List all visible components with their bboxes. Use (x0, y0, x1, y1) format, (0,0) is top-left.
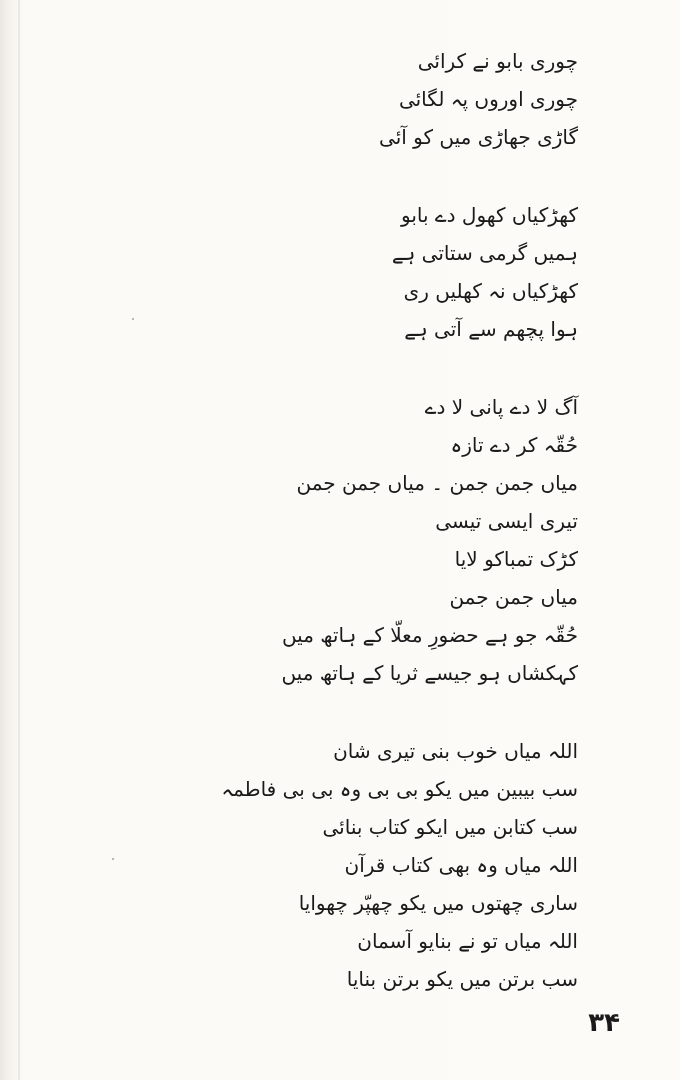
poem (138, 42, 578, 998)
page-number: ۳۴ (588, 1008, 620, 1038)
poem-line: کھڑکیاں نہ کھلیں ری (403, 279, 578, 303)
paper-speck (132, 318, 134, 320)
poem-line: چوری بابو نے کرائی (417, 49, 578, 73)
poem-line: کہکشاں ہو جیسے ثریا کے ہاتھ میں (281, 661, 578, 685)
poem-line: سب کتابن میں ایکو کتاب بنائی (322, 815, 578, 839)
poem-line: تیری ایسی تیسی (435, 509, 578, 533)
paper-speck (112, 858, 114, 860)
poem-line: ہوا پچھم سے آتی ہے (404, 317, 578, 341)
poem-line: اللہ میاں خوب بنی تیری شان (333, 739, 578, 763)
poem-line: کھڑکیاں کھول دے بابو (401, 203, 578, 227)
page-gutter (18, 0, 20, 1080)
poem-line: گاڑی جھاڑی میں کو آئی (379, 125, 578, 149)
poem-line: ہمیں گرمی ستاتی ہے (391, 241, 578, 265)
poem-line: اللہ میاں تو نے بنایو آسمان (357, 929, 578, 953)
poem-line: آگ لا دے پانی لا دے (424, 395, 578, 419)
poem-line: کڑک تمباکو لایا (454, 547, 578, 571)
poem-line: میاں جمن جمن ۔ میاں جمن جمن (296, 471, 578, 495)
stanza (138, 732, 578, 998)
poem-line: سب بیبین میں یکو بی بی وہ بی بی فاطمہ (221, 777, 578, 801)
stanza (138, 42, 578, 156)
poem-line: چوری اوروں پہ لگائی (398, 87, 578, 111)
poem-line: حُقّہ جو ہے حضورِ معلّا کے ہاتھ میں (281, 623, 578, 647)
stanza (138, 196, 578, 348)
poem-line: اللہ میاں وہ بھی کتاب قرآن (344, 853, 578, 877)
poem-line: ساری چھتوں میں یکو چھپّر چھوایا (298, 891, 578, 915)
stanza (138, 388, 578, 692)
poem-line: سب برتن میں یکو برتن بنایا (346, 967, 578, 991)
poem-line: حُقّہ کر دے تازہ (450, 433, 578, 457)
poem-line: میاں جمن جمن (449, 585, 578, 609)
